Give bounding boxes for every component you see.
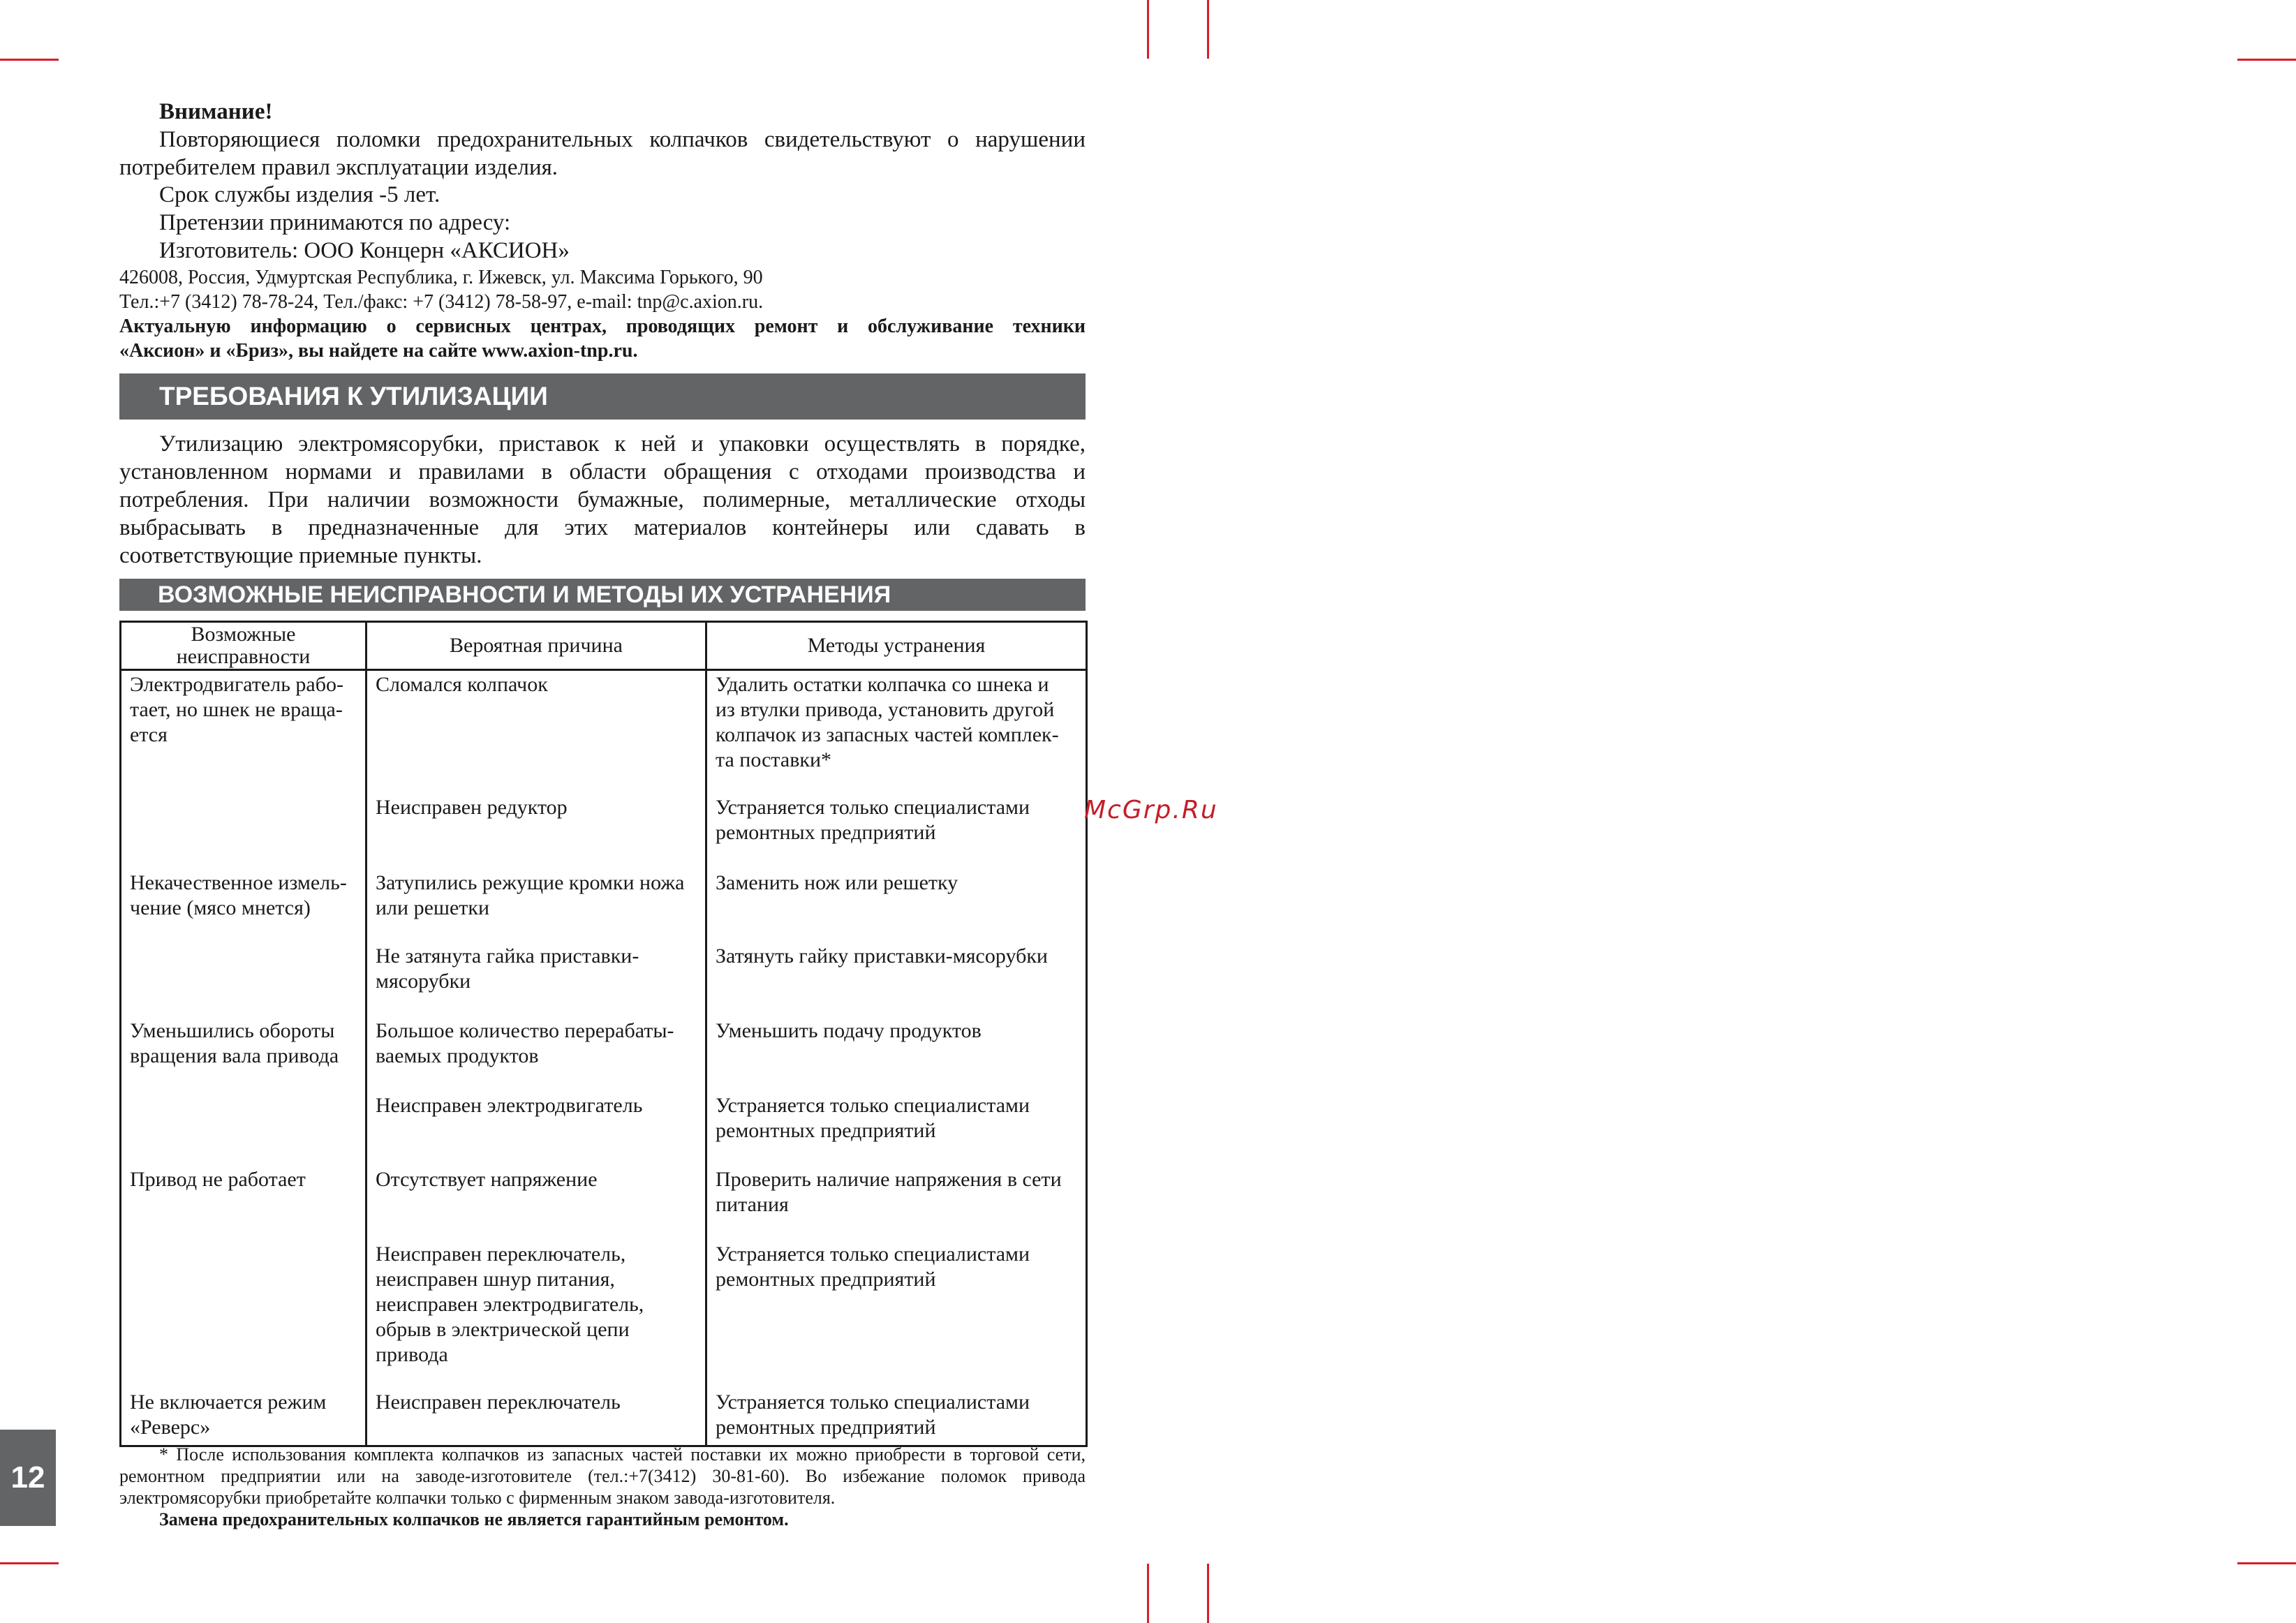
page-number: 12 bbox=[0, 1430, 56, 1526]
warranty-note: Замена предохранительных колпачков не является гарантийным ремонтом. bbox=[159, 1509, 789, 1529]
header-cause: Вероятная причина bbox=[366, 622, 706, 670]
remedy-cell: Устраняется только специалистами ремонтных предприятий bbox=[706, 1388, 1087, 1446]
footnote bbox=[119, 1444, 1086, 1530]
cause-cell: Сломался колпачок bbox=[366, 670, 706, 794]
table-row bbox=[121, 1017, 1087, 1092]
cause-cell: Неисправен переключатель, неисправен шнур питания, неисправен электродвигатель, обрыв в электрической цепи привода bbox=[366, 1240, 706, 1388]
cause-cell: Неисправен электродвигатель bbox=[366, 1092, 706, 1166]
fault-cell: Уменьшились обороты вращения вала привода bbox=[121, 1017, 366, 1092]
crop-mark bbox=[2237, 1562, 2296, 1564]
service-info-line-2: «Аксион» и «Бриз», вы найдете на сайте www.axion-tnp.ru. bbox=[119, 340, 638, 362]
service-info-line-1: Актуальную информацию о сервисных центрах, проводящих ремонт и обслуживание техники bbox=[119, 316, 1086, 337]
fault-cell bbox=[121, 794, 366, 869]
remedy-cell: Уменьшить подачу продуктов bbox=[706, 1017, 1087, 1092]
repeat-breakage-line-2: потребителем правил эксплуатации изделия. bbox=[119, 155, 558, 180]
cause-cell: Большое количество перерабаты- ваемых продуктов bbox=[366, 1017, 706, 1092]
remedy-cell: Проверить наличие напряжения в сети питания bbox=[706, 1166, 1087, 1240]
cause-cell: Отсутствует напряжение bbox=[366, 1166, 706, 1240]
service-life: Срок службы изделия -5 лет. bbox=[159, 182, 440, 207]
disposal-line-5: соответствующие приемные пункты. bbox=[119, 543, 482, 568]
crop-mark bbox=[1207, 0, 1209, 59]
disposal-line-1: Утилизацию электромясорубки, приставок к ней и упаковки осуществлять в порядке, bbox=[159, 431, 1086, 457]
cause-cell: Неисправен переключатель bbox=[366, 1388, 706, 1446]
fault-cell bbox=[121, 942, 366, 1017]
claims-text: Претензии принимаются по адресу: bbox=[159, 210, 511, 235]
disposal-title: ТРЕБОВАНИЯ К УТИЛИЗАЦИИ bbox=[119, 373, 1086, 420]
crop-mark bbox=[2237, 59, 2296, 61]
crop-mark bbox=[1147, 0, 1149, 59]
footnote-line-1: * После использования комплекта колпачков из запасных частей поставки их можно приобрести в торговой сети, bbox=[159, 1444, 1086, 1465]
footnote-line-3: электромясорубки приобретайте колпачки только с фирменным знаком завода-изготовителя. bbox=[119, 1488, 836, 1508]
table-row bbox=[121, 1388, 1087, 1446]
fault-cell: Не включается режим «Реверс» bbox=[121, 1388, 366, 1446]
remedy-cell: Устраняется только специалистами ремонтных предприятий bbox=[706, 1240, 1087, 1388]
fault-cell: Электродвигатель рабо- тает, но шнек не враща- ется bbox=[121, 670, 366, 794]
manufacturer: Изготовитель: ООО Концерн «АКСИОН» bbox=[159, 238, 570, 263]
fault-cell bbox=[121, 1092, 366, 1166]
table-row bbox=[121, 1166, 1087, 1240]
fault-cell bbox=[121, 1240, 366, 1388]
crop-mark bbox=[1207, 1564, 1209, 1623]
fault-cell: Некачественное измель- чение (мясо мнется) bbox=[121, 869, 366, 942]
table-row bbox=[121, 942, 1087, 1017]
remedy-cell: Устраняется только специалистами ремонтных предприятий bbox=[706, 794, 1087, 869]
address: 426008, Россия, Удмуртская Республика, г. Ижевск, ул. Максима Горького, 90 bbox=[119, 267, 763, 288]
cause-cell: Не затянута гайка приставки- мясорубки bbox=[366, 942, 706, 1017]
remedy-cell: Затянуть гайку приставки-мясорубки bbox=[706, 942, 1087, 1017]
fault-cell: Привод не работает bbox=[121, 1166, 366, 1240]
remedy-cell: Удалить остатки колпачка со шнека и из втулки привода, установить другой колпачок из запасных частей комплек- та поставки* bbox=[706, 670, 1087, 794]
disposal-line-4: выбрасывать в предназначенные для этих материалов контейнеры или сдавать в bbox=[119, 515, 1086, 540]
disposal-line-2: установленном нормами и правилами в области обращения с отходами производства и bbox=[119, 459, 1086, 484]
disposal-line-3: потребления. При наличии возможности бумажные, полимерные, металлические отходы bbox=[119, 487, 1086, 512]
header-fault: Возможные неисправности bbox=[121, 622, 366, 670]
cause-cell: Затупились режущие кромки ножа или решетки bbox=[366, 869, 706, 942]
remedy-cell: Устраняется только специалистами ремонтных предприятий bbox=[706, 1092, 1087, 1166]
remedy-cell: Заменить нож или решетку bbox=[706, 869, 1087, 942]
faults-title: ВОЗМОЖНЫЕ НЕИСПРАВНОСТИ И МЕТОДЫ ИХ УСТРАНЕНИЯ bbox=[119, 579, 1086, 611]
crop-mark bbox=[0, 59, 59, 61]
cause-cell: Неисправен редуктор bbox=[366, 794, 706, 869]
table-row bbox=[121, 794, 1087, 869]
table-row bbox=[121, 670, 1087, 794]
watermark: McGrp.Ru bbox=[1084, 796, 1218, 824]
header-remedy: Методы устранения bbox=[706, 622, 1087, 670]
table-row bbox=[121, 869, 1087, 942]
table-row bbox=[121, 1092, 1087, 1166]
attention-heading: Внимание! bbox=[159, 99, 273, 124]
phones: Тел.:+7 (3412) 78-78-24, Тел./факс: +7 (3412) 78-58-97, e-mail: tnp@c.axion.ru. bbox=[119, 291, 764, 313]
table-header-row bbox=[121, 622, 1087, 670]
repeat-breakage-line-1: Повторяющиеся поломки предохранительных колпачков свидетельствуют о нарушении bbox=[159, 127, 1086, 152]
table-row bbox=[121, 1240, 1087, 1388]
faults-table bbox=[119, 621, 1088, 1447]
crop-mark bbox=[0, 1562, 59, 1564]
crop-mark bbox=[1147, 1564, 1149, 1623]
footnote-line-2: ремонтном предприятии или на заводе-изготовителе (тел.:+7(3412) 30-81-60). Во избежание поломок привода bbox=[119, 1466, 1086, 1486]
